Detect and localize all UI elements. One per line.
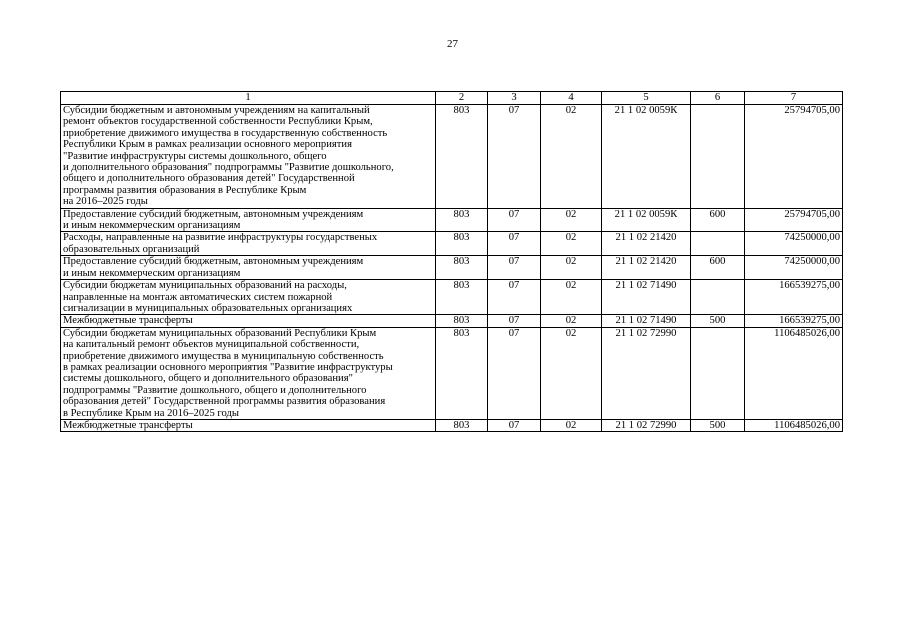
description-line: ремонт объектов государственной собственности Республики Крым, bbox=[63, 116, 373, 128]
expense-description bbox=[61, 105, 436, 209]
description-line: и иным некоммерческим организациям bbox=[63, 267, 241, 279]
description-line: и иным некоммерческим организациям bbox=[63, 220, 241, 232]
target-article-code: 21 1 02 72990 bbox=[602, 419, 691, 431]
section-code: 07 bbox=[488, 208, 541, 232]
header-row bbox=[61, 92, 843, 105]
description-line: на капитальный ремонт объектов муниципальной собственности, bbox=[63, 339, 360, 351]
budget-table bbox=[60, 91, 843, 432]
subsection-code: 02 bbox=[541, 256, 602, 280]
description-line: на 2016–2025 годы bbox=[63, 196, 148, 208]
header-cell: 4 bbox=[541, 92, 602, 105]
ministry-code: 803 bbox=[436, 315, 488, 327]
section-code: 07 bbox=[488, 256, 541, 280]
expense-description bbox=[61, 208, 436, 232]
amount: 166539275,00 bbox=[745, 315, 843, 327]
expense-type-code bbox=[691, 105, 745, 209]
ministry-code: 803 bbox=[436, 419, 488, 431]
description-line: "Развитие инфраструктуры системы дошкольного, общего bbox=[63, 150, 327, 162]
table-row bbox=[61, 256, 843, 280]
target-article-code: 21 1 02 71490 bbox=[602, 315, 691, 327]
description-line: Предоставление субсидий бюджетным, автономным учреждениям bbox=[63, 208, 364, 220]
ministry-code: 803 bbox=[436, 256, 488, 280]
expense-description bbox=[61, 327, 436, 419]
page-number: 27 bbox=[447, 38, 458, 50]
description-line: сигнализации в муниципальных образовательных организациях bbox=[63, 302, 353, 314]
amount: 25794705,00 bbox=[745, 208, 843, 232]
table-row bbox=[61, 315, 843, 327]
table-row bbox=[61, 280, 843, 315]
amount: 74250000,00 bbox=[745, 232, 843, 256]
subsection-code: 02 bbox=[541, 419, 602, 431]
expense-type-code: 500 bbox=[691, 315, 745, 327]
target-article-code: 21 1 02 21420 bbox=[602, 232, 691, 256]
ministry-code: 803 bbox=[436, 327, 488, 419]
header-cell: 1 bbox=[61, 92, 436, 105]
table-row bbox=[61, 232, 843, 256]
description-line: направленные на монтаж автоматических систем пожарной bbox=[63, 291, 333, 303]
expense-type-code: 600 bbox=[691, 208, 745, 232]
section-code: 07 bbox=[488, 105, 541, 209]
subsection-code: 02 bbox=[541, 280, 602, 315]
header-cell: 6 bbox=[691, 92, 745, 105]
amount: 166539275,00 bbox=[745, 280, 843, 315]
header-cell: 3 bbox=[488, 92, 541, 105]
target-article-code: 21 1 02 0059К bbox=[602, 208, 691, 232]
expense-description bbox=[61, 280, 436, 315]
target-article-code: 21 1 02 21420 bbox=[602, 256, 691, 280]
table-row bbox=[61, 105, 843, 209]
expense-type-code bbox=[691, 327, 745, 419]
description-line: приобретение движимого имущества в государственную собственность bbox=[63, 127, 388, 139]
table-row bbox=[61, 419, 843, 431]
amount: 1106485026,00 bbox=[745, 327, 843, 419]
description-line: Республики Крым в рамках реализации основного мероприятия bbox=[63, 139, 352, 151]
description-line: Субсидии бюджетам муниципальных образований Республики Крым bbox=[63, 327, 377, 339]
expense-description bbox=[61, 419, 436, 431]
description-line: общего и дополнительного образования детей" Государственной bbox=[63, 173, 355, 185]
description-line: в Республике Крым на 2016–2025 годы bbox=[63, 407, 239, 419]
target-article-code: 21 1 02 0059К bbox=[602, 105, 691, 209]
ministry-code: 803 bbox=[436, 232, 488, 256]
amount: 1106485026,00 bbox=[745, 419, 843, 431]
description-line: Субсидии бюджетам муниципальных образований на расходы, bbox=[63, 280, 347, 292]
expense-type-code bbox=[691, 232, 745, 256]
subsection-code: 02 bbox=[541, 105, 602, 209]
description-line: системы дошкольного, общего и дополнительного образования" bbox=[63, 373, 353, 385]
header-cell: 5 bbox=[602, 92, 691, 105]
amount: 74250000,00 bbox=[745, 256, 843, 280]
header-cell: 7 bbox=[745, 92, 843, 105]
section-code: 07 bbox=[488, 327, 541, 419]
description-line: образования детей" Государственной программы развития образования bbox=[63, 396, 386, 408]
expense-type-code bbox=[691, 280, 745, 315]
description-line: Межбюджетные трансферты bbox=[63, 419, 193, 431]
description-line: Расходы, направленные на развитие инфраструктуры государственых bbox=[63, 232, 378, 244]
expense-description bbox=[61, 315, 436, 327]
description-line: и дополнительного образования" подпрограммы "Развитие дошкольного, bbox=[63, 162, 394, 174]
expense-description bbox=[61, 256, 436, 280]
table-row bbox=[61, 208, 843, 232]
description-line: подпрограммы "Развитие дошкольного, общего и дополнительного bbox=[63, 384, 367, 396]
subsection-code: 02 bbox=[541, 232, 602, 256]
description-line: программы развития образования в Республике Крым bbox=[63, 184, 307, 196]
ministry-code: 803 bbox=[436, 280, 488, 315]
subsection-code: 02 bbox=[541, 327, 602, 419]
ministry-code: 803 bbox=[436, 208, 488, 232]
description-line: Межбюджетные трансферты bbox=[63, 315, 193, 327]
amount: 25794705,00 bbox=[745, 105, 843, 209]
target-article-code: 21 1 02 71490 bbox=[602, 280, 691, 315]
description-line: Субсидии бюджетным и автономным учреждениям на капитальный bbox=[63, 105, 370, 116]
description-line: в рамках реализации основного мероприятия "Развитие инфраструктуры bbox=[63, 361, 393, 373]
expense-type-code: 500 bbox=[691, 419, 745, 431]
description-line: Предоставление субсидий бюджетным, автономным учреждениям bbox=[63, 256, 364, 268]
expense-description bbox=[61, 232, 436, 256]
table-row bbox=[61, 327, 843, 419]
section-code: 07 bbox=[488, 232, 541, 256]
section-code: 07 bbox=[488, 419, 541, 431]
subsection-code: 02 bbox=[541, 208, 602, 232]
section-code: 07 bbox=[488, 280, 541, 315]
target-article-code: 21 1 02 72990 bbox=[602, 327, 691, 419]
expense-type-code: 600 bbox=[691, 256, 745, 280]
header-cell: 2 bbox=[436, 92, 488, 105]
subsection-code: 02 bbox=[541, 315, 602, 327]
ministry-code: 803 bbox=[436, 105, 488, 209]
section-code: 07 bbox=[488, 315, 541, 327]
description-line: приобретение движимого имущества в муниципальную собственность bbox=[63, 350, 384, 362]
description-line: образовательных организаций bbox=[63, 243, 200, 255]
